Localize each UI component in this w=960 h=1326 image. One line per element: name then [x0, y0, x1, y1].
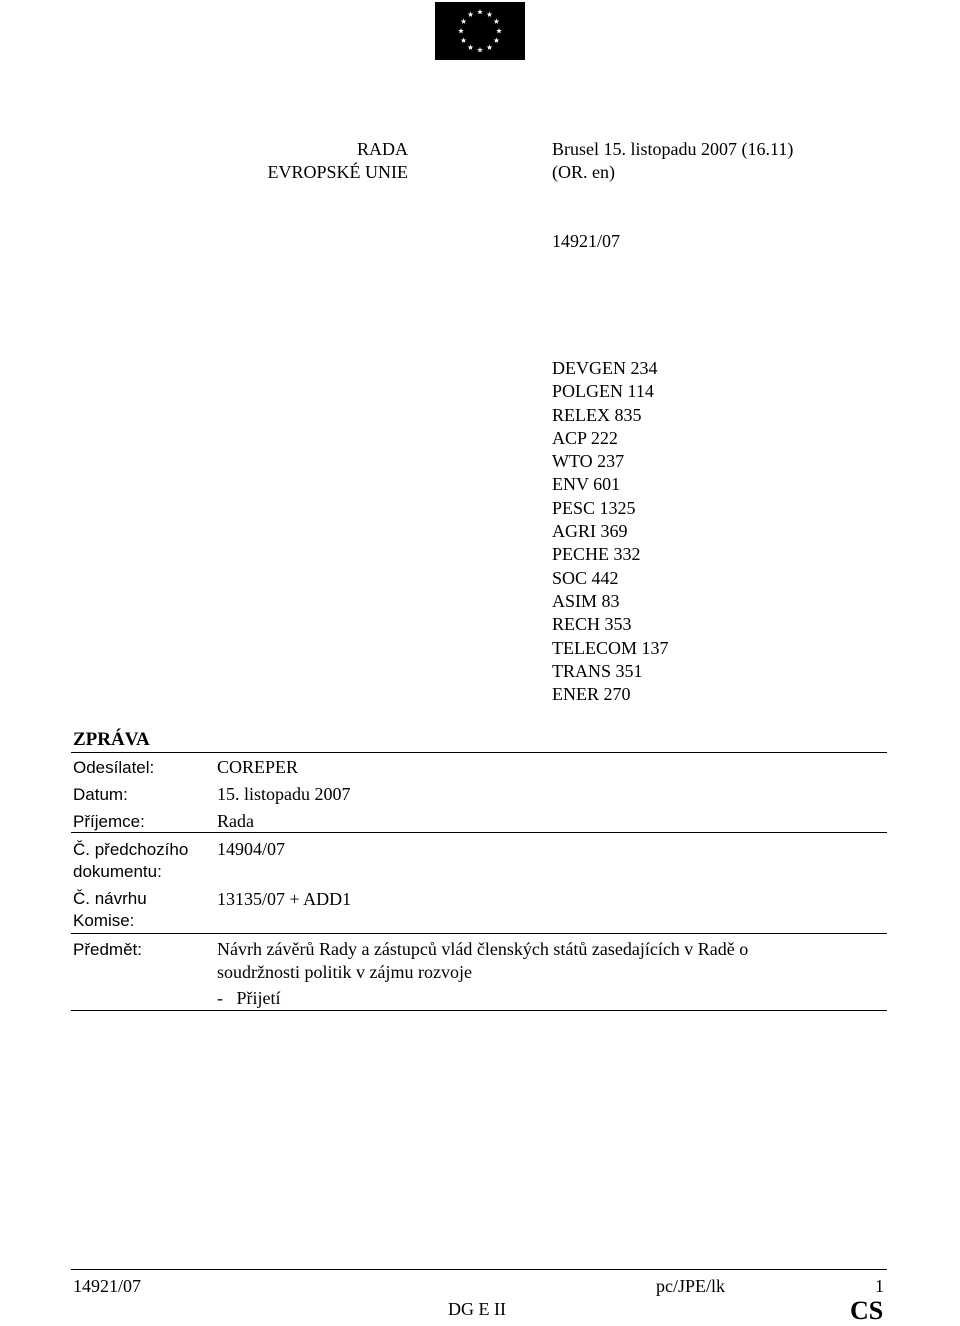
subject-line-2: soudržnosti politik v zájmu rozvoje [217, 962, 472, 982]
recipient-label: Příjemce: [73, 812, 145, 831]
code-item: DEVGEN 234 [552, 358, 658, 378]
code-item: RELEX 835 [552, 404, 642, 425]
council-line-2: EVROPSKÉ UNIE [267, 162, 408, 182]
subject-value [217, 938, 877, 1010]
council-name [200, 138, 408, 184]
subject-line-1: Návrh závěrů Rady a zástupců vlád členských států zasedajících v Radě o [217, 939, 749, 959]
star-icon [468, 12, 474, 17]
divider [71, 832, 887, 833]
code-item: ASIM 83 [552, 590, 620, 611]
previous-document-value: 14904/07 [217, 839, 286, 859]
star-icon [496, 28, 502, 33]
code-item: TELECOM 137 [552, 637, 669, 658]
code-item: TRANS 351 [552, 660, 643, 681]
star-icon [468, 44, 474, 49]
code-item: RECH 353 [552, 614, 632, 635]
footer-directorate: DG E II [448, 1299, 506, 1319]
subject-line-3: - Přijetí [217, 988, 281, 1008]
divider [71, 752, 887, 753]
place-date-block [552, 138, 872, 184]
code-item: WTO 237 [552, 451, 625, 472]
commission-proposal-value: 13135/07 + ADD1 [217, 889, 352, 909]
eu-flag-logo [435, 2, 525, 60]
commission-proposal-label [73, 888, 213, 932]
language-code: CS [850, 1296, 884, 1325]
footer-divider [71, 1269, 887, 1270]
sender-value: COREPER [217, 757, 299, 777]
previous-document-label-line-2: dokumentu: [73, 862, 162, 881]
original-language: (OR. en) [552, 162, 615, 182]
star-icon [494, 19, 500, 24]
star-icon [461, 38, 467, 43]
previous-document-label-line-1: Č. předchozího [73, 840, 189, 859]
code-item: POLGEN 114 [552, 381, 654, 402]
report-title: ZPRÁVA [73, 729, 150, 750]
previous-document-label [73, 839, 213, 883]
code-item: AGRI 369 [552, 521, 628, 542]
council-line-1: RADA [356, 139, 408, 159]
star-icon [494, 38, 500, 43]
code-item: ENV 601 [552, 474, 621, 495]
code-item: ENER 270 [552, 684, 631, 705]
place-date: Brusel 15. listopadu 2007 (16.11) [552, 139, 794, 159]
commission-proposal-label-line-1: Č. návrhu [73, 889, 147, 908]
divider [71, 1010, 887, 1011]
document-number: 14921/07 [552, 231, 621, 251]
sender-label: Odesílatel: [73, 758, 155, 777]
star-icon [458, 28, 464, 33]
code-item: SOC 442 [552, 567, 619, 588]
date-value: 15. listopadu 2007 [217, 784, 351, 804]
code-item: PECHE 332 [552, 544, 641, 565]
recipient-value: Rada [217, 811, 254, 831]
code-item: ACP 222 [552, 427, 618, 448]
code-item: PESC 1325 [552, 497, 636, 518]
star-icon [487, 44, 493, 49]
star-icon [487, 12, 493, 17]
star-icon [477, 47, 483, 52]
page-number: 1 [875, 1276, 884, 1296]
star-icon [477, 9, 483, 14]
footer-initials: pc/JPE/lk [656, 1276, 726, 1296]
star-icon [461, 19, 467, 24]
classification-codes [552, 357, 669, 706]
divider [71, 933, 887, 934]
footer-document-number: 14921/07 [73, 1276, 142, 1296]
commission-proposal-label-line-2: Komise: [73, 911, 135, 930]
subject-label: Předmět: [73, 940, 142, 959]
date-label: Datum: [73, 785, 128, 804]
